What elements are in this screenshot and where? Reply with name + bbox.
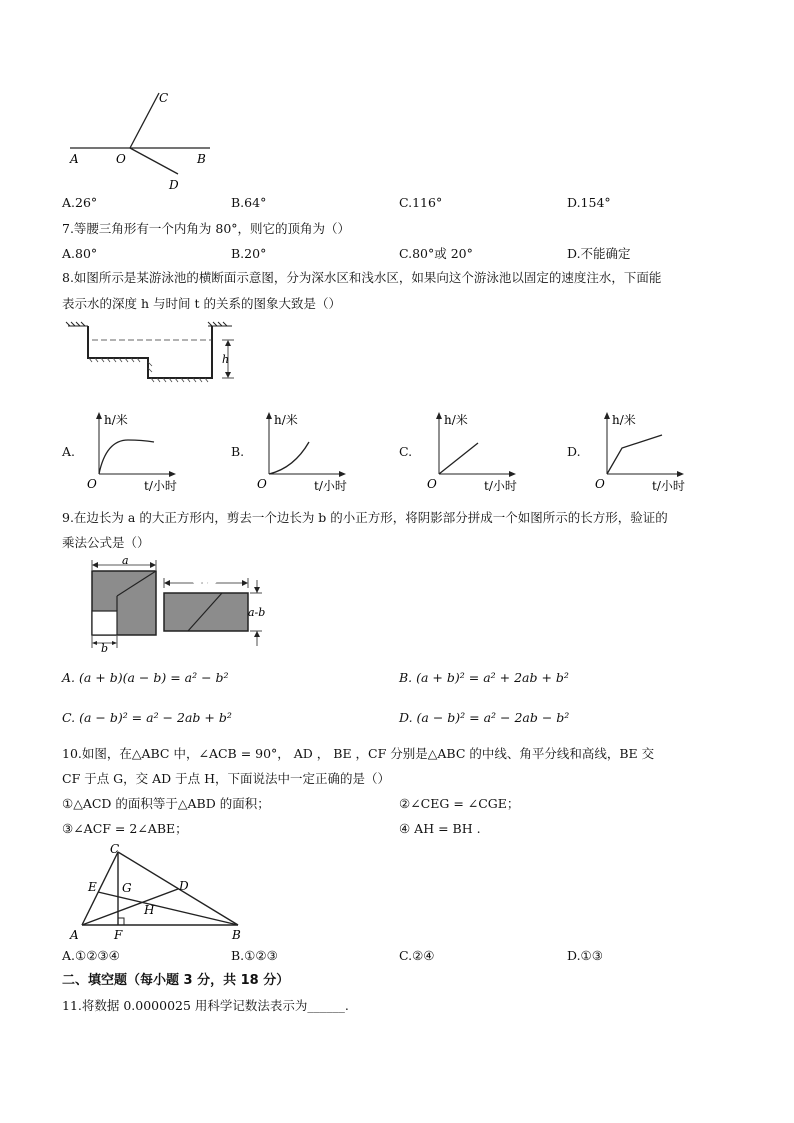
q10-statement-2: ②∠CEG = ∠CGE；: [399, 796, 520, 811]
q9-option-d[interactable]: D. (a − b)² = a² − 2ab − b²: [399, 710, 570, 725]
q11-stem: 11.将数据 0.0000025 用科学记数法表示为______.: [62, 998, 349, 1013]
q8-option-a[interactable]: A.: [62, 444, 76, 459]
section-2-title: 二、填空题（每小题 3 分，共 18 分）: [62, 973, 290, 988]
fig10-label-e: E: [88, 880, 97, 894]
fig10-label-g: G: [122, 881, 132, 895]
q9-option-b[interactable]: B. (a + b)² = a² + 2ab + b²: [399, 670, 569, 685]
q6-option-a[interactable]: A.26°: [62, 195, 98, 210]
graph-d-ylabel: h/米: [612, 413, 636, 427]
pool-figure: [62, 322, 252, 384]
q10-option-a[interactable]: A.①②③④: [62, 948, 120, 963]
graph-c-xlabel: t/小时: [484, 479, 517, 493]
q6-option-c[interactable]: C.116°: [399, 195, 443, 210]
q10-statement-4: ④ AH = BH .: [399, 821, 481, 836]
fig9-label-b: b: [101, 642, 109, 655]
fig10-label-b: B: [232, 928, 241, 942]
q10-stem-line1: 10.如图，在△ABC 中，∠ACB = 90°， AD ， BE ，CF 分别是△ABC 的中线、角平分线和高线，BE 交: [62, 746, 655, 761]
graph-c-origin: O: [427, 477, 437, 491]
graph-b-ylabel: h/米: [274, 413, 298, 427]
fig10-label-d: D: [179, 879, 189, 893]
label-o: O: [116, 152, 126, 166]
q9-option-a[interactable]: A. (a + b)(a − b) = a² − b²: [62, 670, 229, 685]
graph-d[interactable]: [592, 410, 702, 495]
graph-d-xlabel: t/小时: [652, 479, 685, 493]
q8-option-d[interactable]: D.: [567, 444, 581, 459]
graph-d-origin: O: [595, 477, 605, 491]
fig9-label-a-plus-b: a+b: [194, 572, 217, 585]
triangle-figure: [70, 840, 255, 944]
q8-stem-line1: 8.如图所示是某游泳池的横断面示意图，分为深水区和浅水区，如果向这个游泳池以固定的速度注水，下面能: [62, 270, 662, 285]
label-a: A: [70, 152, 79, 166]
graph-b-xlabel: t/小时: [314, 479, 347, 493]
q7-option-a[interactable]: A.80°: [62, 246, 98, 261]
q8-option-c[interactable]: C.: [399, 444, 413, 459]
q10-option-c[interactable]: C.②④: [399, 948, 435, 963]
q10-option-d[interactable]: D.①③: [567, 948, 603, 963]
q6-option-d[interactable]: D.154°: [567, 195, 611, 210]
q9-stem-line2: 乘法公式是（）: [62, 535, 150, 550]
fig9-label-a-minus-b: a-b: [248, 606, 266, 619]
fig10-label-h: H: [144, 903, 155, 917]
q10-statement-1: ①△ACD 的面积等于△ABD 的面积；: [62, 796, 270, 811]
q7-option-c[interactable]: C.80°或 20°: [399, 246, 473, 261]
q7-stem: 7.等腰三角形有一个内角为 80°，则它的顶角为（）: [62, 221, 351, 236]
q10-stem-line2: CF 于点 G，交 AD 于点 H，下面说法中一定正确的是（）: [62, 771, 391, 786]
label-d: D: [169, 178, 179, 192]
q9-stem-line1: 9.在边长为 a 的大正方形内，剪去一个边长为 b 的小正方形，将阴影部分拼成一个如图所示的长方形，验证的: [62, 510, 668, 525]
graph-c[interactable]: [424, 410, 534, 495]
label-b: B: [197, 152, 206, 166]
graph-c-ylabel: h/米: [444, 413, 468, 427]
graph-b-origin: O: [257, 477, 267, 491]
angle-figure: [62, 88, 222, 193]
fig10-label-a: A: [70, 928, 79, 942]
q8-stem-line2: 表示水的深度 h 与时间 t 的关系的图象大致是（）: [62, 296, 341, 311]
fig10-label-f: F: [114, 928, 123, 942]
graph-a[interactable]: [84, 410, 194, 495]
q8-option-b[interactable]: B.: [231, 444, 245, 459]
q9-option-c[interactable]: C. (a − b)² = a² − 2ab + b²: [62, 710, 232, 725]
pool-h-label: h: [222, 353, 230, 366]
q7-option-d[interactable]: D.不能确定: [567, 246, 631, 261]
fig10-label-c: C: [110, 842, 120, 856]
label-c: C: [159, 91, 169, 105]
q10-option-b[interactable]: B.①②③: [231, 948, 278, 963]
q6-option-b[interactable]: B.64°: [231, 195, 267, 210]
q10-statement-3: ③∠ACF = 2∠ABE；: [62, 821, 188, 836]
fig9-label-a: a: [122, 554, 129, 567]
graph-b[interactable]: [254, 410, 364, 495]
q7-option-b[interactable]: B.20°: [231, 246, 267, 261]
square-figure: [64, 554, 284, 655]
graph-a-ylabel: h/米: [104, 413, 128, 427]
graph-a-xlabel: t/小时: [144, 479, 177, 493]
graph-a-origin: O: [87, 477, 97, 491]
